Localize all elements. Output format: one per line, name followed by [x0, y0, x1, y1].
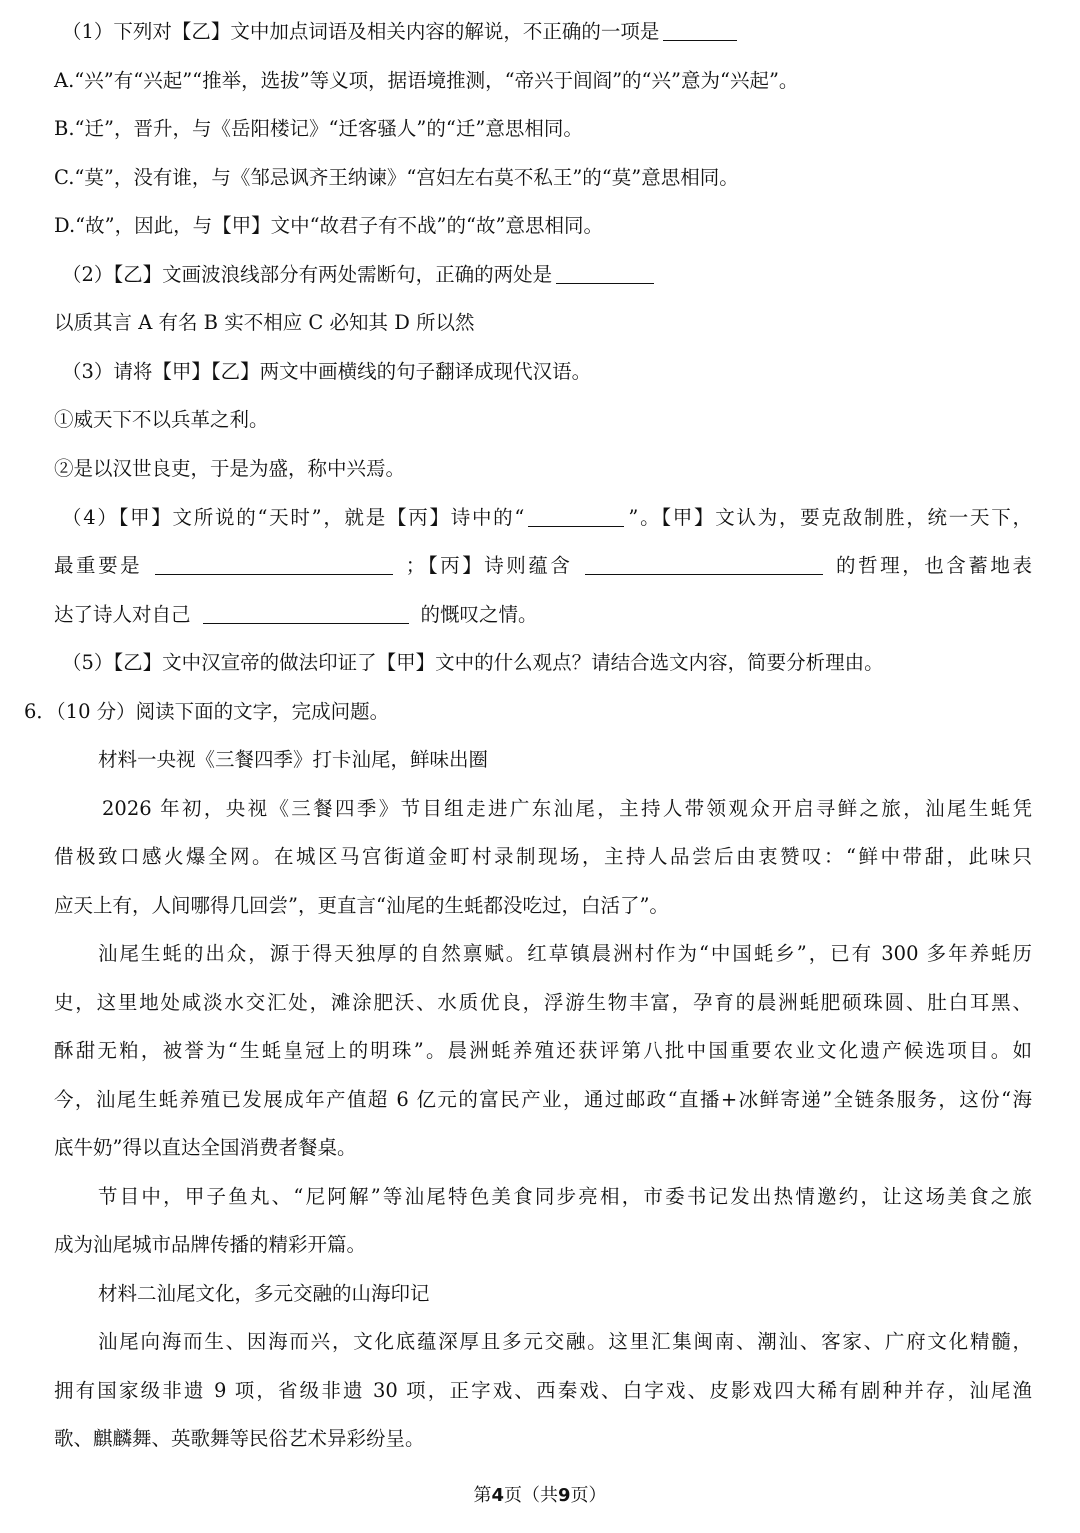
- material-1-para-2-line-1: 汕尾生蚝的出众，源于得天独厚的自然禀赋。红草镇晨洲村作为“中国蚝乡”，已有 300 多年养蚝历: [98, 942, 1032, 965]
- q5-part3-sentence-1: ①威天下不以兵革之利。: [54, 408, 269, 431]
- material-1-para-2-line-4: 今，汕尾生蚝养殖已发展成年产值超 6 亿元的富民产业，通过邮政“直播+冰鲜寄递”全链条服务，这份“海: [54, 1088, 1032, 1111]
- current-page-number: 4: [491, 1485, 504, 1506]
- material-2-para-1-line-3: 歌、麒麟舞、英歌舞等民俗艺术异彩纷呈。: [54, 1427, 425, 1450]
- q5-part4-text-d: ；【丙】诗则蕴含: [405, 554, 573, 577]
- material-1-para-1-line-1: 2026 年初，央视《三餐四季》节目组走进广东汕尾，主持人带领观众开启寻鲜之旅，汕尾生蚝凭: [102, 797, 1032, 820]
- q5-part1-option-d: D.“故”，因此，与【甲】文中“故君子有不战”的“故”意思相同。: [54, 214, 603, 237]
- q5-part1-stem: [62, 15, 1032, 49]
- q5-part1-stem-text: （1）下列对【乙】文中加点词语及相关内容的解说，不正确的一项是: [62, 20, 660, 43]
- answer-blank[interactable]: [585, 554, 823, 575]
- page-footer: [0, 1484, 1080, 1508]
- q5-part1-option-a: A.“兴”有“兴起”“推举，选拔”等义项，据语境推测，“帝兴于闾阎”的“兴”意为“兴起”。: [54, 69, 799, 92]
- material-1-para-2-line-3: 酥甜无粕，被誉为“生蚝皇冠上的明珠”。晨洲蚝养殖还获评第八批中国重要农业文化遗产候选项目。如: [54, 1039, 1032, 1062]
- q5-part2-stem-text: （2）【乙】文画波浪线部分有两处需断句，正确的两处是: [62, 263, 553, 286]
- material-1-para-3-line-1: 节目中，甲子鱼丸、“尼阿解”等汕尾特色美食同步亮相，市委书记发出热情邀约，让这场美食之旅: [98, 1185, 1032, 1208]
- answer-blank[interactable]: [528, 506, 624, 527]
- q5-part4-text-g: 的慨叹之情。: [420, 603, 538, 626]
- answer-blank[interactable]: [203, 603, 409, 624]
- material-1-para-2-line-2: 史，这里地处咸淡水交汇处，滩涂肥沃、水质优良，浮游生物丰富，孕育的晨洲蚝肥硕珠圆、肚白耳黑、: [54, 991, 1032, 1014]
- material-1-para-1-line-2: 借极致口感火爆全网。在城区马宫街道金町村录制现场，主持人品尝后由衷赞叹：“鲜中带甜，此味只: [54, 845, 1032, 868]
- q5-part4-text-a: （4）【甲】文所说的“天时”，就是【丙】诗中的“: [62, 506, 525, 529]
- footer-middle: 页（共: [504, 1485, 558, 1506]
- q5-part4-line-1: [62, 501, 1032, 535]
- material-2-para-1-line-2: 拥有国家级非遗 9 项，省级非遗 30 项，正字戏、西秦戏、白字戏、皮影戏四大稀有剧种并存，汕尾渔: [54, 1379, 1032, 1402]
- material-2-title: 材料二汕尾文化，多元交融的山海印记: [98, 1282, 430, 1305]
- answer-blank[interactable]: [556, 263, 654, 284]
- total-page-number: 9: [558, 1485, 571, 1506]
- q5-part3-sentence-2: ②是以汉世良吏，于是为盛，称中兴焉。: [54, 457, 406, 480]
- material-1-para-1-line-3: 应天上有，人间哪得几回尝”，更直言“汕尾的生蚝都没吃过，白活了”。: [54, 894, 669, 917]
- q5-part3-stem: （3）请将【甲】【乙】两文中画横线的句子翻译成现代汉语。: [62, 360, 592, 383]
- q5-part4-line-3: [54, 598, 1032, 632]
- q6-heading: 6．（10 分）阅读下面的文字，完成问题。: [24, 700, 390, 723]
- q5-part4-line-2: [54, 549, 1032, 583]
- footer-prefix: 第: [473, 1485, 492, 1506]
- q5-part4-text-f: 达了诗人对自己: [54, 603, 191, 626]
- q5-part4-text-b: ”。【甲】文认为，要克敌制胜，统一天下，: [628, 506, 1032, 529]
- answer-blank[interactable]: [663, 20, 737, 41]
- q5-part4-text-e: 的哲理，也含蓄地表: [836, 554, 1032, 577]
- q5-part2-stem: [62, 258, 1032, 292]
- q5-part1-option-b: B.“迁”，晋升，与《岳阳楼记》“迁客骚人”的“迁”意思相同。: [54, 117, 583, 140]
- material-1-para-2-line-5: 底牛奶”得以直达全国消费者餐桌。: [54, 1136, 357, 1159]
- answer-blank[interactable]: [155, 554, 393, 575]
- footer-suffix: 页）: [570, 1485, 607, 1506]
- q5-part1-option-c: C.“莫”，没有谁，与《邹忌讽齐王纳谏》“宫妇左右莫不私王”的“莫”意思相同。: [54, 166, 739, 189]
- q5-part4-text-c: 最重要是: [54, 554, 143, 577]
- q5-part2-sentence: 以质其言 A 有名 B 实不相应 C 必知其 D 所以然: [54, 311, 475, 334]
- material-1-title: 材料一央视《三餐四季》打卡汕尾，鲜味出圈: [98, 748, 489, 771]
- q5-part5-stem: （5）【乙】文中汉宣帝的做法印证了【甲】文中的什么观点？请结合选文内容，简要分析理由。: [62, 651, 884, 674]
- material-2-para-1-line-1: 汕尾向海而生、因海而兴，文化底蕴深厚且多元交融。这里汇集闽南、潮汕、客家、广府文化精髓，: [98, 1330, 1032, 1353]
- material-1-para-3-line-2: 成为汕尾城市品牌传播的精彩开篇。: [54, 1233, 367, 1256]
